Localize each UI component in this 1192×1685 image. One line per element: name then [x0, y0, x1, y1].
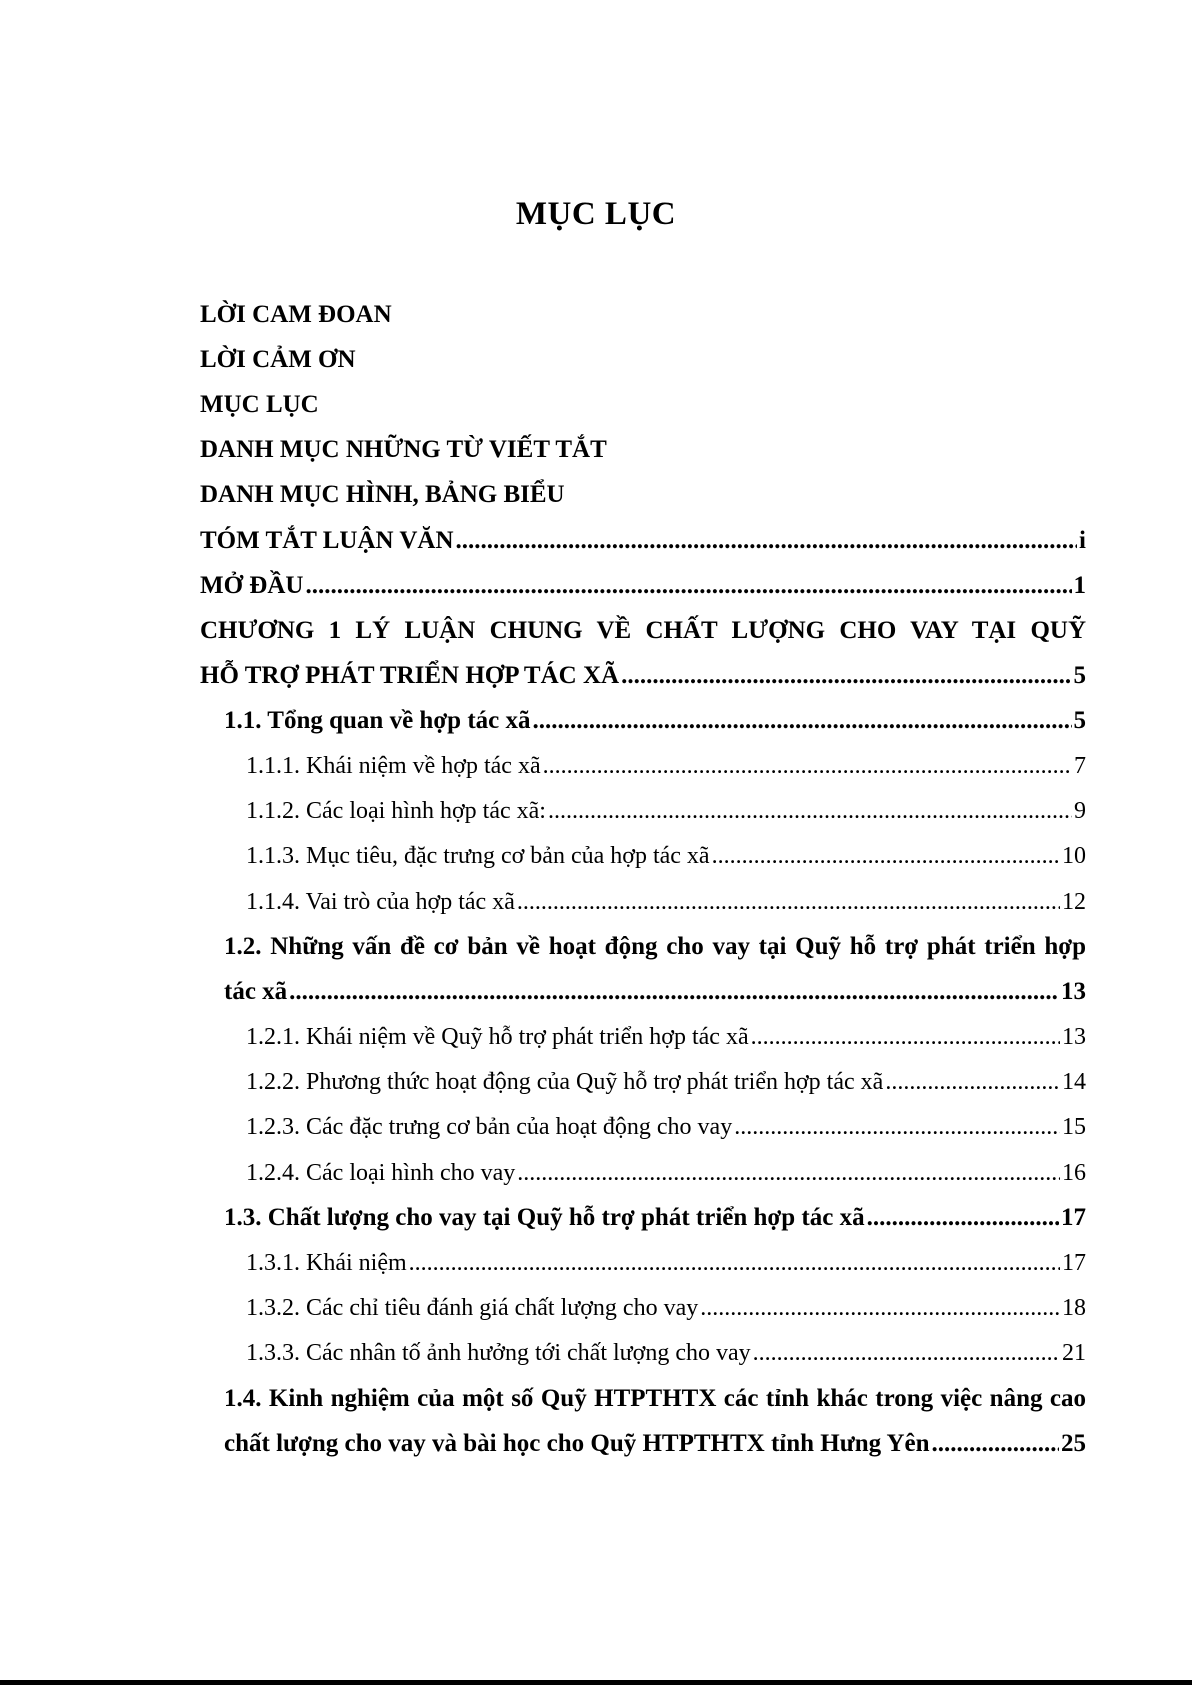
toc-entry-text: 1.1.1. Khái niệm về hợp tác xã: [246, 752, 541, 779]
toc-entry-text: tác xã: [224, 978, 288, 1006]
dot-leader: [289, 978, 1059, 1006]
dot-leader: [734, 1114, 1060, 1141]
toc-entry-text: MỤC LỤC: [200, 390, 319, 418]
table-of-contents: [200, 292, 1086, 1467]
toc-page-number: 13: [1062, 1024, 1086, 1051]
toc-entry[interactable]: [200, 428, 1086, 473]
toc-entry[interactable]: [200, 1422, 1086, 1467]
toc-entry[interactable]: [200, 654, 1086, 699]
toc-page-number: 1: [1073, 571, 1086, 599]
toc-entry-text: LỜI CAM ĐOAN: [200, 300, 392, 328]
toc-entry-text: HỖ TRỢ PHÁT TRIỂN HỢP TÁC XÃ: [200, 662, 620, 690]
toc-page-number: 14: [1062, 1069, 1086, 1096]
dot-leader: [712, 843, 1060, 870]
toc-entry[interactable]: [200, 563, 1086, 608]
dot-leader: [517, 1160, 1060, 1187]
page-title: MỤC LỤC: [515, 196, 677, 232]
toc-page-number: 5: [1073, 707, 1086, 735]
toc-page-number: 15: [1062, 1114, 1086, 1141]
toc-entry-text: 1.1.2. Các loại hình hợp tác xã:: [246, 798, 546, 825]
toc-page-number: 10: [1062, 843, 1086, 870]
dot-leader: [548, 798, 1072, 825]
toc-entry[interactable]: [200, 1196, 1086, 1241]
toc-page-number: 12: [1062, 888, 1086, 915]
toc-entry-text: 1.3.2. Các chỉ tiêu đánh giá chất lượng cho vay: [246, 1295, 699, 1322]
toc-entry-text: 1.4. Kinh nghiệm của một số Quỹ HTPTHTX các tỉnh khác trong việc nâng cao: [224, 1385, 1086, 1413]
toc-entry-text: LỜI CẢM ƠN: [200, 345, 356, 373]
toc-entry-text: TÓM TẮT LUẬN VĂN: [200, 526, 454, 554]
toc-entry-text: 1.2.2. Phương thức hoạt động của Quỹ hỗ trợ phát triển hợp tác xã: [246, 1069, 884, 1096]
toc-entry[interactable]: [200, 699, 1086, 744]
toc-entry[interactable]: [200, 970, 1086, 1015]
toc-entry-text: MỞ ĐẦU: [200, 571, 304, 599]
toc-entry[interactable]: [200, 473, 1086, 518]
toc-entry-text: 1.2.4. Các loại hình cho vay: [246, 1159, 516, 1186]
toc-page-number: 17: [1061, 1204, 1086, 1232]
toc-entry-text: DANH MỤC NHỮNG TỪ VIẾT TẮT: [200, 436, 607, 464]
toc-page-number: 18: [1062, 1295, 1086, 1322]
toc-entry-text: 1.2.1. Khái niệm về Quỹ hỗ trợ phát triển hợp tác xã: [246, 1024, 749, 1051]
toc-entry-text: DANH MỤC HÌNH, BẢNG BIỂU: [200, 481, 565, 509]
toc-entry-text: 1.1.3. Mục tiêu, đặc trưng cơ bản của hợp tác xã: [246, 843, 710, 870]
toc-entry[interactable]: [200, 925, 1086, 970]
toc-entry-text: chất lượng cho vay và bài học cho Quỹ HTPTHTX tỉnh Hưng Yên: [224, 1430, 930, 1458]
toc-entry-text: CHƯƠNG 1 LÝ LUẬN CHUNG VỀ CHẤT LƯỢNG CHO VAY TẠI QUỸ: [200, 616, 1086, 644]
dot-leader: [753, 1340, 1060, 1367]
toc-entry-text: 1.1.4. Vai trò của hợp tác xã: [246, 888, 515, 915]
toc-entry[interactable]: [200, 1331, 1086, 1376]
toc-entry[interactable]: [200, 879, 1086, 924]
toc-entry[interactable]: [200, 1015, 1086, 1060]
toc-page-number: i: [1079, 526, 1086, 554]
toc-entry[interactable]: [200, 789, 1086, 834]
dot-leader: [456, 527, 1078, 555]
toc-page-number: 13: [1061, 978, 1086, 1006]
toc-entry-text: 1.2. Những vấn đề cơ bản về hoạt động cho vay tại Quỹ hỗ trợ phát triển hợp: [224, 933, 1086, 961]
toc-entry[interactable]: [200, 1151, 1086, 1196]
toc-entry-text: 1.2.3. Các đặc trưng cơ bản của hoạt động cho vay: [246, 1114, 733, 1141]
toc-entry[interactable]: [200, 834, 1086, 879]
toc-page-number: 17: [1062, 1250, 1086, 1277]
toc-entry[interactable]: [200, 608, 1086, 653]
dot-leader: [533, 707, 1072, 735]
dot-leader: [621, 662, 1071, 690]
toc-entry-text: 1.1. Tổng quan về hợp tác xã: [224, 707, 531, 735]
toc-page-number: 9: [1074, 798, 1086, 825]
toc-entry[interactable]: [200, 1241, 1086, 1286]
toc-entry-text: 1.3.1. Khái niệm: [246, 1250, 407, 1277]
toc-entry[interactable]: [200, 1286, 1086, 1331]
toc-entry[interactable]: [200, 518, 1086, 563]
dot-leader: [932, 1430, 1059, 1458]
dot-leader: [409, 1250, 1060, 1277]
toc-entry[interactable]: [200, 337, 1086, 382]
dot-leader: [751, 1024, 1060, 1051]
toc-entry-text: 1.3.3. Các nhân tố ảnh hưởng tới chất lượng cho vay: [246, 1340, 751, 1367]
toc-page-number: 7: [1074, 752, 1086, 779]
toc-entry[interactable]: [200, 292, 1086, 337]
toc-entry[interactable]: [200, 1105, 1086, 1150]
dot-leader: [543, 753, 1072, 780]
dot-leader: [305, 572, 1071, 600]
toc-entry[interactable]: [200, 1377, 1086, 1422]
dot-leader: [517, 889, 1060, 916]
bottom-edge-bar: [0, 1680, 1192, 1685]
dot-leader: [885, 1069, 1060, 1096]
toc-entry[interactable]: [200, 744, 1086, 789]
toc-entry-text: 1.3. Chất lượng cho vay tại Quỹ hỗ trợ phát triển hợp tác xã: [224, 1204, 865, 1232]
toc-page-number: 5: [1073, 662, 1086, 690]
toc-entry[interactable]: [200, 1060, 1086, 1105]
dot-leader: [700, 1295, 1060, 1322]
toc-page-number: 16: [1062, 1159, 1086, 1186]
toc-entry[interactable]: [200, 382, 1086, 427]
toc-page-number: 21: [1062, 1340, 1086, 1367]
toc-page-number: 25: [1061, 1430, 1086, 1458]
dot-leader: [867, 1204, 1059, 1232]
